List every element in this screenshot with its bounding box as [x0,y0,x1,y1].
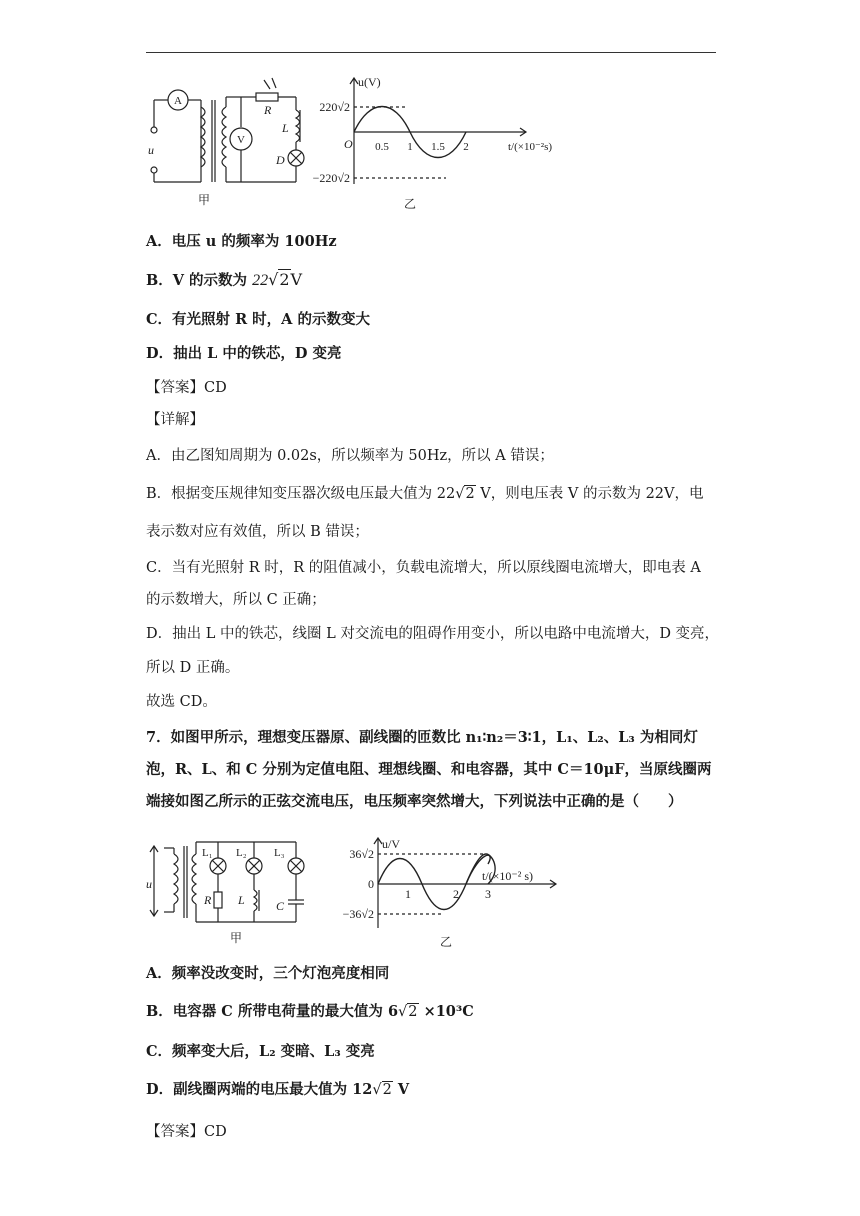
d-label: D [276,153,285,167]
axis-y-label-1: u(V) [358,75,381,89]
l1-label: L₁ [202,847,213,859]
q6-explanation-d1: D．抽出 L 中的铁芯，线圈 L 对交流电的阻碍作用变小，所以电路中电流增大，D 变亮， [146,626,720,642]
tick-label-2-2: 2 [453,887,459,901]
q7-option-b-post: ×10³C [418,1003,474,1020]
q7-option-d-post: V [392,1081,410,1098]
q6-explanation-d2: 所以 D 正确。 [146,660,240,676]
tick-label-2: 1 [407,141,413,153]
q6-exp-b-post: V，则电压表 V 的示数为 22V，电 [475,486,704,502]
l2-label: L₂ [236,847,247,859]
r-label: R [264,103,272,117]
figure-2 [146,836,576,950]
tick-label-4: 2 [463,141,469,153]
jia-label-1: 甲 [197,193,211,207]
q6-conclusion: 故选 CD。 [146,694,217,710]
ymin-label-1: −220√2 [312,171,350,185]
tick-label-3: 1.5 [431,141,445,153]
q6-answer: 【答案】CD [146,380,227,396]
l3-label: L₃ [274,847,285,859]
q7-stem-line3: 端接如图乙所示的正弦交流电压，电压频率突然增大，下列说法中正确的是（ ） [146,793,683,810]
q7-stem-line2: 泡，R、L、和 C 分别为定值电阻、理想线圈、和电容器，其中 C＝10μF，当原线圈两 [146,761,712,778]
sine-curve-2 [378,855,490,909]
q7-option-b [146,1002,474,1022]
l-label-2: L [238,893,245,907]
c-label-2: C [276,899,285,913]
jia-label-2: 甲 [229,931,243,945]
q6-detail-heading: 【详解】 [146,412,204,428]
yi-label-1: 乙 [403,197,417,211]
q6-option-b-pre: B．V 的示数为 [146,272,253,289]
ymax-label-1: 220√2 [319,100,350,114]
axis-y-label-2: u/V [382,837,400,851]
q7-option-b-pre: B．电容器 C 所带电荷量的最大值为 6 [146,1003,399,1020]
q7-option-c: C．频率变大后，L₂ 变暗、L₃ 变亮 [146,1043,375,1060]
origin-label-1: O [344,137,353,151]
waveform-yi-2 [374,838,556,928]
ammeter-label: A [174,95,182,107]
q6-explanation-b2: 表示数对应有效值，所以 B 错误； [146,524,369,540]
q7-option-a: A．频率没改变时，三个灯泡亮度相同 [146,965,390,982]
q6-option-c: C．有光照射 R 时，A 的示数变大 [146,311,370,328]
tick-label-2-3: 3 [485,887,491,901]
q6-explanation-c1: C．当有光照射 R 时，R 的阻值减小，负载电流增大，所以原线圈电流增大，即电表 A [146,560,701,576]
l-label: L [282,121,289,135]
tick-label-1: 0.5 [375,141,389,153]
figure-1 [146,72,596,212]
q7-option-b-sqrt: √2 [398,1004,418,1020]
axis-x-label-2: t/(×10⁻² s) [482,869,534,883]
q6-explanation-b1 [146,484,704,504]
q7-option-d [146,1080,409,1100]
q6-option-b-sqrt: √2 [268,270,290,289]
q6-option-a: A．电压 u 的频率为 100Hz [146,233,337,250]
q7-option-d-pre: D．副线圈两端的电压最大值为 12 [146,1081,373,1098]
q7-stem-line1: 7．如图甲所示，理想变压器原、副线圈的匝数比 n₁∶n₂＝3∶1，L₁、L₂、L₃ 为相同灯 [146,729,698,746]
q6-option-b-coef: 22 [252,272,269,289]
u-label: u [148,143,154,157]
origin-label-2: 0 [368,877,374,891]
ymax-label-2: 36√2 [349,847,374,861]
header-rule [146,52,716,53]
voltmeter-label: V [237,134,245,146]
waveform-yi-1 [350,78,526,184]
tick-label-2-1: 1 [405,887,411,901]
q6-explanation-c2: 的示数增大，所以 C 正确； [146,592,326,608]
q6-explanation-a: A．由乙图知周期为 0.02s，所以频率为 50Hz，所以 A 错误； [146,448,554,464]
q6-exp-b-pre: B．根据变压规律知变压器次级电压最大值为 22 [146,486,456,502]
axis-x-label-1: t/(×10⁻²s) [508,141,553,153]
q6-exp-b-sqrt: √2 [455,486,475,502]
q7-answer: 【答案】CD [146,1124,227,1140]
u-label-2: u [146,877,152,891]
r-label-2: R [204,893,212,907]
ymin-label-2: −36√2 [342,907,374,921]
yi-label-2: 乙 [439,935,453,949]
q7-option-d-sqrt: √2 [372,1082,392,1098]
q6-option-d: D．抽出 L 中的铁芯，D 变亮 [146,345,342,362]
q6-option-b-unit: V [290,270,303,289]
q6-option-b [146,270,302,291]
